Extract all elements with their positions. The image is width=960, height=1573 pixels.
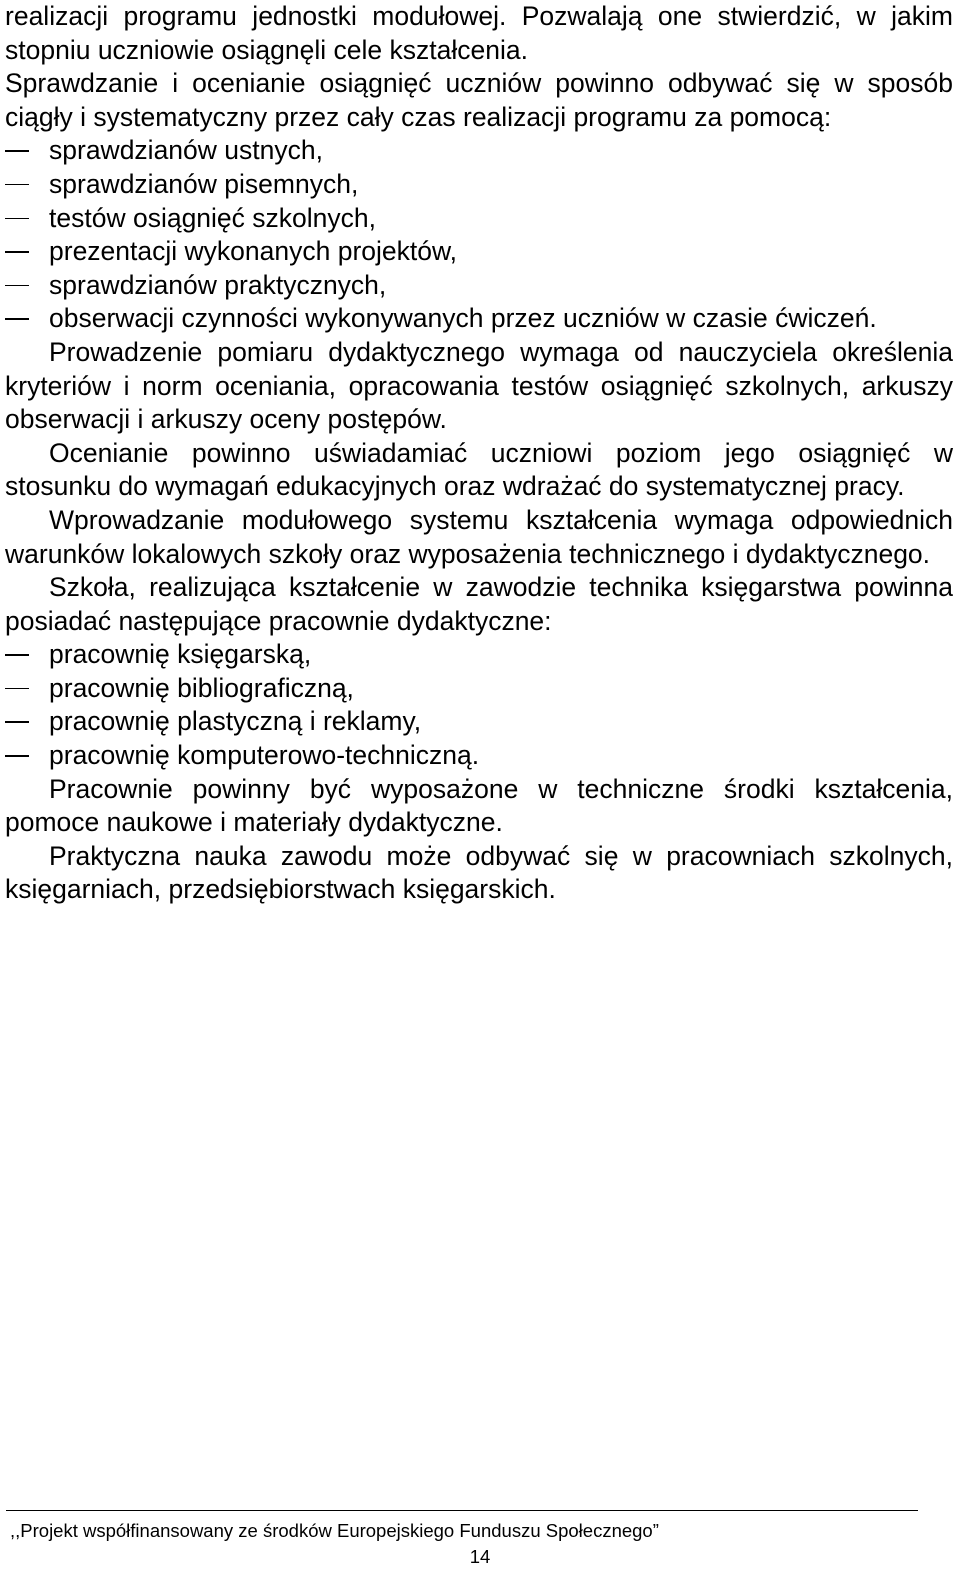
list-item: sprawdzianów pisemnych, bbox=[5, 168, 953, 202]
footer-divider bbox=[6, 1510, 918, 1511]
dash-bullet-icon bbox=[5, 218, 29, 220]
intro-continuation: realizacji programu jednostki modułowej. Pozwalają one stwierdzić, w jakim stopniu uczniowie osiągnęli cele kształcenia. bbox=[5, 1, 953, 65]
dash-bullet-icon bbox=[5, 318, 29, 320]
list-item: sprawdzianów ustnych, bbox=[5, 134, 953, 168]
dash-bullet-icon bbox=[5, 184, 29, 186]
list-item: testów osiągnięć szkolnych, bbox=[5, 202, 953, 236]
list-item: pracownię bibliograficzną, bbox=[5, 672, 953, 706]
labs-list bbox=[5, 638, 953, 772]
document-body bbox=[5, 0, 953, 907]
list-item: obserwacji czynności wykonywanych przez uczniów w czasie ćwiczeń. bbox=[5, 302, 953, 336]
conditions-paragraph: Wprowadzanie modułowego systemu kształcenia wymaga odpowiednich warunków lokalowych szkoły oraz wyposażenia technicznego i dydaktycznego. bbox=[5, 504, 953, 569]
assessment-methods-list bbox=[5, 134, 953, 336]
dash-bullet-icon bbox=[5, 150, 29, 152]
list-item: prezentacji wykonanych projektów, bbox=[5, 235, 953, 269]
dash-bullet-icon bbox=[5, 285, 29, 287]
measurement-paragraph: Prowadzenie pomiaru dydaktycznego wymaga od nauczyciela określenia kryteriów i norm oceniania, opracowania testów osiągnięć szkolnych, arkuszy obserwacji i arkuszy oceny postępów. bbox=[5, 336, 953, 435]
grading-paragraph: Ocenianie powinno uświadamiać uczniowi poziom jego osiągnięć w stosunku do wymagań edukacyjnych oraz wdrażać do systematycznej pracy. bbox=[5, 437, 953, 502]
dash-bullet-icon bbox=[5, 251, 29, 253]
equipment-paragraph: Pracownie powinny być wyposażone w techniczne środki kształcenia, pomoce naukowe i materiały dydaktyczne. bbox=[5, 773, 953, 838]
page-number: 14 bbox=[469, 1546, 491, 1567]
dash-bullet-icon bbox=[5, 755, 29, 757]
assessment-intro: Sprawdzanie i ocenianie osiągnięć uczniów powinno odbywać się w sposób ciągły i systematyczny przez cały czas realizacji programu za pomocą: bbox=[5, 68, 953, 132]
footer-funding-note: ,,Projekt współfinansowany ze środków Europejskiego Funduszu Społecznego” bbox=[10, 1520, 659, 1541]
list-item: sprawdzianów praktycznych, bbox=[5, 269, 953, 303]
dash-bullet-icon bbox=[5, 688, 29, 690]
list-item: pracownię komputerowo-techniczną. bbox=[5, 739, 953, 773]
practice-paragraph: Praktyczna nauka zawodu może odbywać się w pracowniach szkolnych, księgarniach, przedsiębiorstwach księgarskich. bbox=[5, 840, 953, 905]
list-item: pracownię plastyczną i reklamy, bbox=[5, 705, 953, 739]
dash-bullet-icon bbox=[5, 654, 29, 656]
dash-bullet-icon bbox=[5, 721, 29, 723]
labs-intro: Szkoła, realizująca kształcenie w zawodzie technika księgarstwa powinna posiadać następujące pracownie dydaktyczne: bbox=[5, 572, 953, 636]
list-item: pracownię księgarską, bbox=[5, 638, 953, 672]
